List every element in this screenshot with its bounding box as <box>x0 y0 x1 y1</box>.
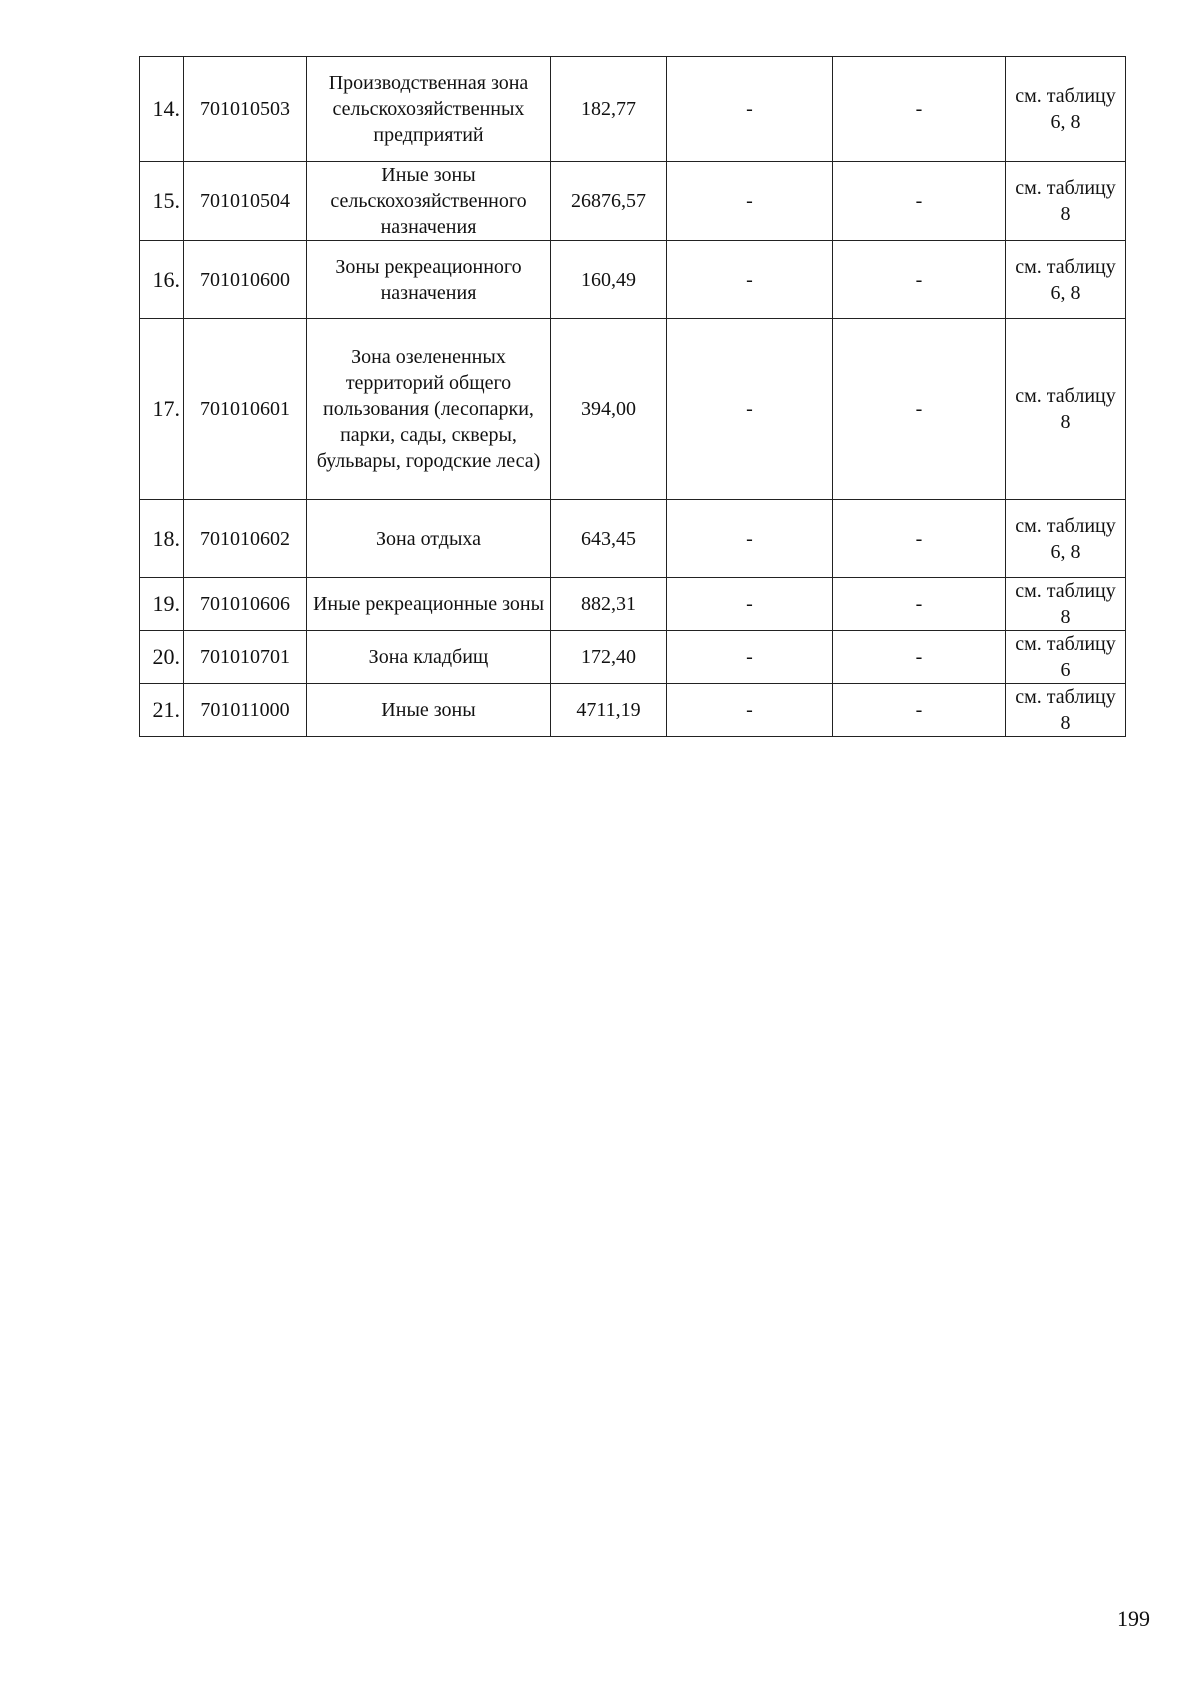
zone-name: Зона отдыха <box>307 500 551 578</box>
row-number: 16. <box>140 241 184 319</box>
table-row <box>140 684 1126 737</box>
table-reference: см. таблицу 8 <box>1006 684 1126 737</box>
table-reference: см. таблицу 8 <box>1006 578 1126 631</box>
table-row <box>140 241 1126 319</box>
col-6-value: - <box>833 631 1006 684</box>
zone-name: Иные зоны сельскохозяйственного назначения <box>307 162 551 241</box>
table-reference: см. таблицу 8 <box>1006 319 1126 500</box>
col-6-value: - <box>833 57 1006 162</box>
table-reference: см. таблицу 6 <box>1006 631 1126 684</box>
table-reference: см. таблицу 6, 8 <box>1006 241 1126 319</box>
page-number: 199 <box>1117 1606 1150 1631</box>
row-number: 14. <box>140 57 184 162</box>
zone-code: 701011000 <box>184 684 307 737</box>
zone-code: 701010600 <box>184 241 307 319</box>
table-row <box>140 578 1126 631</box>
row-number: 18. <box>140 500 184 578</box>
table-row <box>140 319 1126 500</box>
zone-code: 701010701 <box>184 631 307 684</box>
zone-area: 4711,19 <box>551 684 667 737</box>
zone-code: 701010602 <box>184 500 307 578</box>
col-6-value: - <box>833 578 1006 631</box>
col-5-value: - <box>667 162 833 241</box>
table-reference: см. таблицу 6, 8 <box>1006 57 1126 162</box>
row-number: 15. <box>140 162 184 241</box>
table-body <box>140 57 1126 737</box>
col-6-value: - <box>833 241 1006 319</box>
col-6-value: - <box>833 319 1006 500</box>
col-5-value: - <box>667 684 833 737</box>
zone-area: 182,77 <box>551 57 667 162</box>
zone-code: 701010503 <box>184 57 307 162</box>
zone-name: Зона кладбищ <box>307 631 551 684</box>
table-row <box>140 631 1126 684</box>
zone-area: 643,45 <box>551 500 667 578</box>
col-6-value: - <box>833 500 1006 578</box>
col-6-value: - <box>833 684 1006 737</box>
zone-area: 26876,57 <box>551 162 667 241</box>
zone-code: 701010504 <box>184 162 307 241</box>
table-row <box>140 500 1126 578</box>
zone-name: Иные зоны <box>307 684 551 737</box>
row-number: 19. <box>140 578 184 631</box>
row-number: 20. <box>140 631 184 684</box>
zones-table <box>139 56 1126 737</box>
row-number: 21. <box>140 684 184 737</box>
table-row <box>140 162 1126 241</box>
col-5-value: - <box>667 241 833 319</box>
zone-name: Зона озелененных территорий общего пользования (лесопарки, парки, сады, скверы, бульвары, городские леса) <box>307 319 551 500</box>
col-5-value: - <box>667 57 833 162</box>
zone-code: 701010601 <box>184 319 307 500</box>
col-5-value: - <box>667 578 833 631</box>
col-5-value: - <box>667 319 833 500</box>
col-6-value: - <box>833 162 1006 241</box>
zone-code: 701010606 <box>184 578 307 631</box>
zone-area: 160,49 <box>551 241 667 319</box>
col-5-value: - <box>667 500 833 578</box>
col-5-value: - <box>667 631 833 684</box>
zone-area: 172,40 <box>551 631 667 684</box>
table-row <box>140 57 1126 162</box>
zone-area: 394,00 <box>551 319 667 500</box>
zone-name: Производственная зона сельскохозяйственных предприятий <box>307 57 551 162</box>
table-reference: см. таблицу 8 <box>1006 162 1126 241</box>
zone-name: Зоны рекреационного назначения <box>307 241 551 319</box>
row-number: 17. <box>140 319 184 500</box>
table-reference: см. таблицу 6, 8 <box>1006 500 1126 578</box>
zone-name: Иные рекреационные зоны <box>307 578 551 631</box>
zone-area: 882,31 <box>551 578 667 631</box>
